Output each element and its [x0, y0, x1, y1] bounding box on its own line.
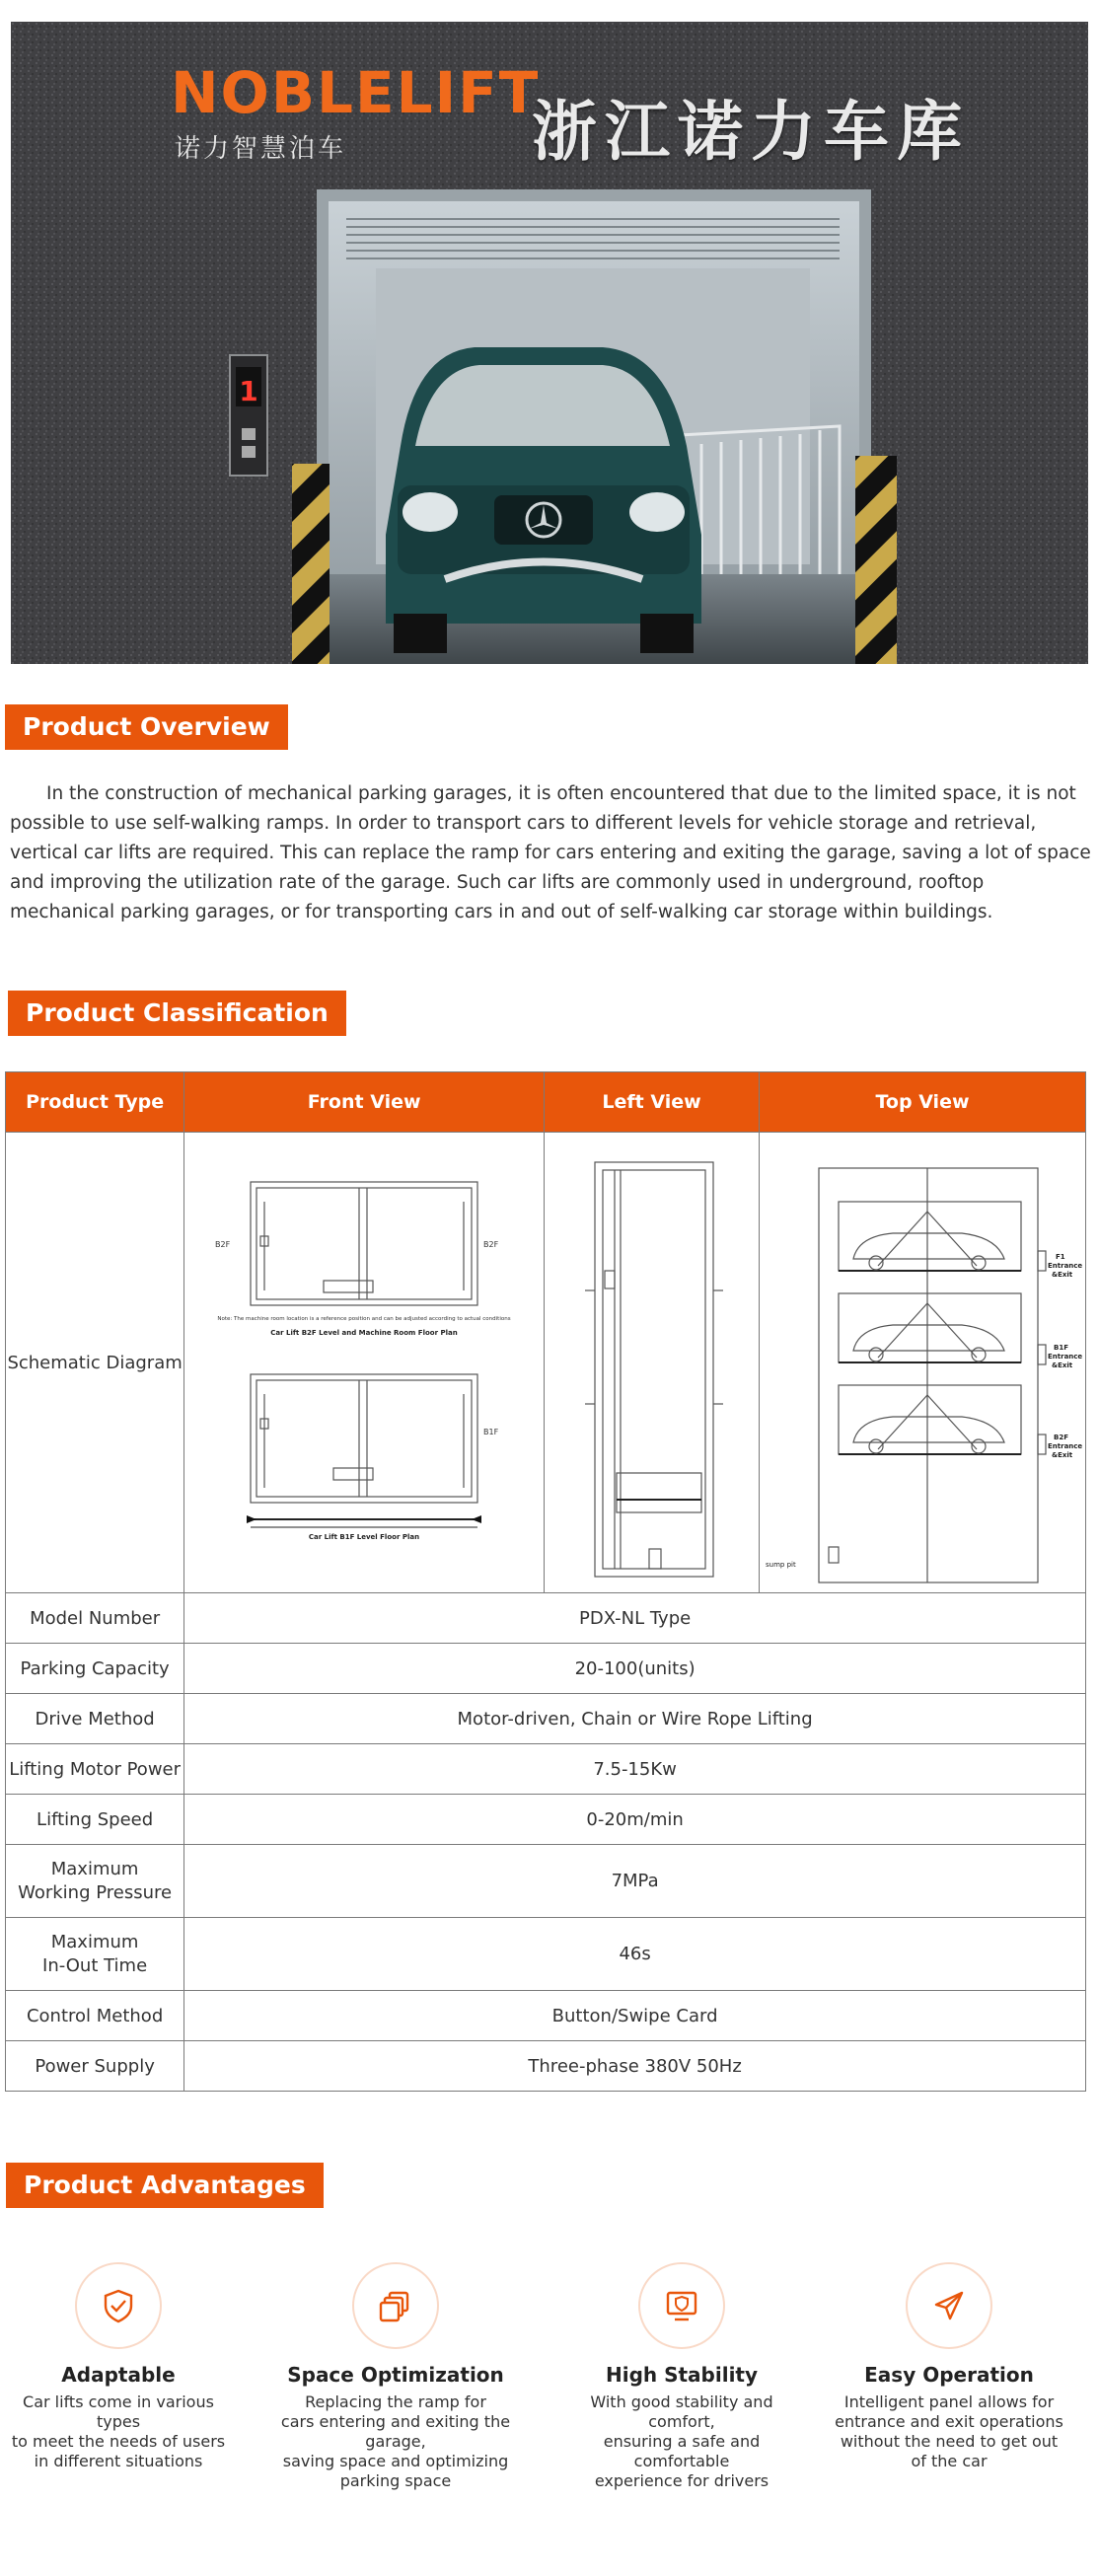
front-b2f-left: B2F: [215, 1240, 231, 1249]
header-top-view: Top View: [760, 1072, 1086, 1133]
row-label: Model Number: [6, 1593, 184, 1644]
top-exit-2: &Exit: [1052, 1362, 1073, 1369]
top-f1: F1: [1056, 1253, 1065, 1261]
brand-logo: NOBLELIFT: [171, 59, 541, 126]
top-b1f: B1F: [1054, 1344, 1068, 1352]
spec-row: [6, 2041, 1086, 2092]
spec-row: [6, 1593, 1086, 1644]
advantage-icon-circle: [352, 2262, 439, 2349]
spec-row: [6, 1694, 1086, 1744]
row-value: 0-20m/min: [184, 1795, 1086, 1845]
row-value: 46s: [184, 1918, 1086, 1991]
paper-plane-icon: [929, 2286, 969, 2325]
brand-subtitle: 诺力智慧泊车: [175, 134, 347, 164]
spec-row: [6, 1744, 1086, 1795]
left-view-diagram: [546, 1133, 758, 1592]
advantage-desc: Replacing the ramp for cars entering and exiting the garage, saving space and optimizing parking space: [280, 2392, 511, 2490]
row-value: Button/Swipe Card: [184, 1991, 1086, 2041]
row-label: Lifting Speed: [6, 1795, 184, 1845]
advantage-high-stability: [563, 2262, 800, 2491]
front-view-diagram: [185, 1133, 543, 1592]
spec-row: [6, 1991, 1086, 2041]
front-view-cell: [184, 1133, 545, 1593]
schematic-row: [6, 1133, 1086, 1593]
advantage-desc: With good stability and comfort, ensuring a safe and comfortable experience for drivers: [590, 2392, 773, 2490]
shield-check-icon: [99, 2286, 138, 2325]
spec-row: [6, 1845, 1086, 1918]
car-illustration: [386, 347, 701, 653]
top-sump-pit: sump pit: [766, 1561, 796, 1569]
advantage-title: Space Optimization: [287, 2363, 504, 2387]
row-label: Parking Capacity: [6, 1644, 184, 1694]
header-left-view: Left View: [545, 1072, 760, 1133]
header-product-type: Product Type: [6, 1072, 184, 1133]
advantage-icon-circle: [638, 2262, 725, 2349]
spec-table: [5, 1071, 1086, 2092]
row-label: Drive Method: [6, 1694, 184, 1744]
row-value: 20-100(units): [184, 1644, 1086, 1694]
advantage-title: Adaptable: [61, 2363, 176, 2387]
top-entrance-1: Entrance: [1048, 1262, 1083, 1270]
floor-indicator: 1: [239, 375, 258, 407]
spec-row: [6, 1644, 1086, 1694]
advantage-icon-circle: [906, 2262, 992, 2349]
advantage-icon-circle: [75, 2262, 162, 2349]
hero-title: 浙江诺力车库: [532, 94, 970, 170]
row-value: Three-phase 380V 50Hz: [184, 2041, 1086, 2092]
layers-icon: [376, 2286, 415, 2325]
top-entrance-2: Entrance: [1048, 1353, 1083, 1361]
advantage-desc: Intelligent panel allows for entrance and exit operations without the need to get out of the car: [835, 2392, 1063, 2470]
top-exit-1: &Exit: [1052, 1271, 1073, 1279]
overview-text: In the construction of mechanical parking garages, it is often encountered that due to the limited space, it is not possible to use self-walking ramps. In order to transport cars to different levels for vehicle storage and retrieval, vertical car lifts are required. This can replace the ramp for cars entering and exiting the garage, saving a lot of space and improving the utilization rate of the garage. Such car lifts are commonly used in underground, rooftop mechanical parking garages, or for transporting cars in and out of self-walking car storage within buildings.: [10, 783, 1091, 922]
top-exit-3: &Exit: [1052, 1451, 1073, 1459]
row-value: 7.5-15Kw: [184, 1744, 1086, 1795]
advantage-adaptable: [0, 2262, 237, 2471]
spec-row: [6, 1918, 1086, 1991]
top-entrance-3: Entrance: [1048, 1442, 1083, 1450]
monitor-shield-icon: [662, 2286, 701, 2325]
row-label: Power Supply: [6, 2041, 184, 2092]
front-b1f: B1F: [483, 1428, 499, 1436]
top-view-diagram: [760, 1133, 1085, 1592]
row-value: PDX-NL Type: [184, 1593, 1086, 1644]
row-value: Motor-driven, Chain or Wire Rope Lifting: [184, 1694, 1086, 1744]
advantage-space-optimization: [277, 2262, 514, 2491]
spec-row: [6, 1795, 1086, 1845]
row-value: 7MPa: [184, 1845, 1086, 1918]
advantage-desc: Car lifts come in various types to meet the needs of users in different situations: [11, 2392, 226, 2470]
front-caption-bottom: Car Lift B1F Level Floor Plan: [309, 1533, 420, 1541]
front-note: Note: The machine room location is a reference position and can be adjusted according to actual conditions: [217, 1316, 511, 1322]
hero-banner: [11, 22, 1088, 664]
row-label: Lifting Motor Power: [6, 1744, 184, 1795]
front-b2f-right: B2F: [483, 1240, 499, 1249]
advantages-heading: Product Advantages: [6, 2163, 324, 2208]
row-label: Maximum In-Out Time: [6, 1918, 184, 1991]
classification-heading: Product Classification: [8, 991, 346, 1036]
front-caption-top: Car Lift B2F Level and Machine Room Floor Plan: [270, 1329, 458, 1337]
header-front-view: Front View: [184, 1072, 545, 1133]
advantage-title: High Stability: [605, 2363, 759, 2387]
row-label: Control Method: [6, 1991, 184, 2041]
top-b2f: B2F: [1054, 1434, 1068, 1441]
overview-heading: Product Overview: [5, 704, 288, 750]
spec-table-header: [6, 1072, 1086, 1133]
advantage-title: Easy Operation: [864, 2363, 1034, 2387]
top-view-cell: [760, 1133, 1086, 1593]
schematic-label: Schematic Diagram: [6, 1133, 184, 1593]
row-label: Maximum Working Pressure: [6, 1845, 184, 1918]
left-view-cell: [545, 1133, 760, 1593]
advantage-easy-operation: [831, 2262, 1067, 2471]
